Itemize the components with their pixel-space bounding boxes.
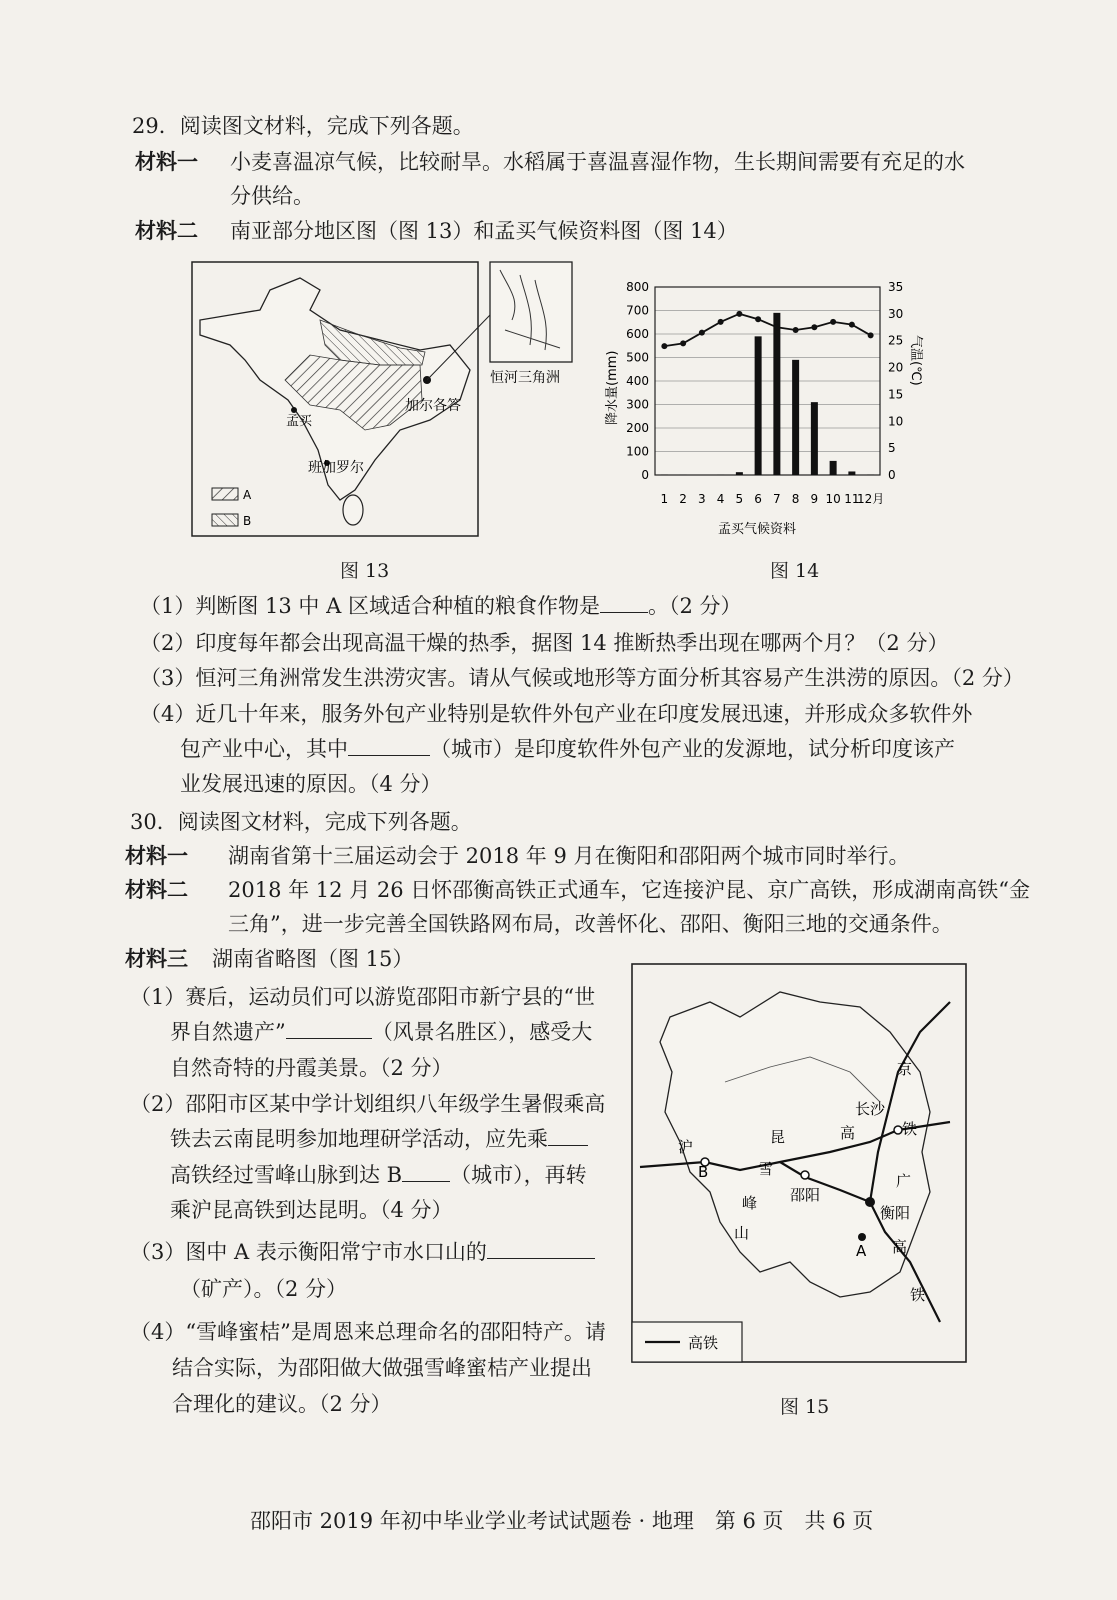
label-a: A bbox=[856, 1242, 867, 1260]
month-label: 3 bbox=[698, 492, 706, 506]
changsha-marker bbox=[894, 1126, 902, 1134]
right-tick-label: 30 bbox=[888, 306, 904, 321]
q29-sub2: （2）印度每年都会出现高温干燥的热季，据图 14 推断热季出现在哪两个月？（2 分） bbox=[140, 631, 949, 655]
mumbai-dot bbox=[291, 407, 297, 413]
legend-b-swatch bbox=[212, 514, 238, 526]
q29-material-1-text: 小麦喜温凉气候，比较耐旱。水稻属于喜温喜湿作物，生长期间需要有充足的水 bbox=[230, 150, 965, 174]
label-tie-1: 铁 bbox=[902, 1120, 918, 1138]
q29-sub3: （3）恒河三角洲常发生洪涝灾害。请从气候或地形等方面分析其容易产生洪涝的原因。（2 分） bbox=[140, 666, 1024, 690]
month-label: 9 bbox=[810, 492, 819, 506]
label-hu: 沪 bbox=[678, 1138, 694, 1156]
month-labels bbox=[661, 492, 885, 506]
temp-point bbox=[680, 340, 686, 346]
chart-gridlines bbox=[655, 287, 880, 475]
a-site-marker bbox=[858, 1233, 866, 1241]
month-label: 12月 bbox=[856, 492, 885, 506]
right-tick-label: 0 bbox=[888, 468, 896, 482]
hunan-map bbox=[630, 962, 970, 1392]
q30-sub3-blank[interactable] bbox=[487, 1238, 595, 1259]
q29-sub4-blank[interactable] bbox=[348, 735, 430, 756]
temperature-points bbox=[661, 311, 873, 349]
label-jing: 京 bbox=[897, 1060, 913, 1078]
label-feng: 峰 bbox=[742, 1194, 758, 1212]
month-label: 7 bbox=[773, 492, 781, 506]
right-axis-ticks bbox=[888, 280, 903, 482]
q29-material-1-text-cont: 分供给。 bbox=[230, 184, 314, 208]
hengyang-marker bbox=[865, 1197, 875, 1207]
q29-sub4-line1: （4）近几十年来，服务外包产业特别是软件外包产业在印度发展迅速，并形成众多软件外 bbox=[140, 702, 973, 726]
left-tick-label: 300 bbox=[626, 397, 649, 412]
q29-sub4-text: 包产业中心，其中 bbox=[180, 737, 348, 761]
label-shan: 山 bbox=[734, 1224, 750, 1242]
temp-point bbox=[661, 343, 667, 349]
temp-point bbox=[774, 324, 780, 330]
south-asia-map bbox=[190, 260, 580, 540]
q30-sub3-line2: （矿产）。（2 分） bbox=[180, 1277, 348, 1301]
q29-sub4-line2 bbox=[180, 735, 955, 763]
left-tick-label: 600 bbox=[626, 327, 649, 341]
month-label: 10 bbox=[825, 492, 841, 506]
label-tie-2: 铁 bbox=[910, 1286, 926, 1304]
q30-sub1-line2 bbox=[170, 1018, 592, 1046]
q30-sub1-blank[interactable] bbox=[286, 1018, 372, 1039]
precip-bar bbox=[755, 336, 762, 475]
q30-sub2-line3 bbox=[170, 1161, 587, 1189]
q29-material-2-label: 材料二 bbox=[135, 218, 198, 243]
ganges-delta-label: 恒河三角洲 bbox=[490, 370, 560, 386]
precip-bar bbox=[811, 402, 818, 475]
q29-sub4-text-cont: （城市）是印度软件外包产业的发源地，试分析印度该产 bbox=[430, 737, 955, 761]
mumbai-climate-chart bbox=[600, 275, 930, 545]
left-tick-label: 700 bbox=[626, 303, 649, 318]
label-guang: 广 bbox=[896, 1172, 912, 1190]
precip-bar bbox=[848, 471, 855, 475]
temperature-line bbox=[664, 314, 870, 346]
month-label: 5 bbox=[735, 492, 744, 506]
q30-sub2-line2 bbox=[170, 1125, 588, 1153]
right-tick-label: 35 bbox=[888, 280, 904, 294]
left-axis-label: 降水量(mm) bbox=[605, 350, 620, 425]
q30-sub2-line1: （2）邵阳市区某中学计划组织八年级学生暑假乘高 bbox=[130, 1092, 606, 1116]
q30-sub2-blank-1[interactable] bbox=[548, 1125, 588, 1146]
month-label: 1 bbox=[660, 492, 669, 506]
right-tick-label: 25 bbox=[888, 333, 904, 348]
q30-sub3-line1 bbox=[130, 1238, 595, 1266]
q29-sub1-blank[interactable] bbox=[600, 592, 648, 613]
left-tick-label: 400 bbox=[626, 374, 649, 388]
shaoyang-marker bbox=[801, 1171, 809, 1179]
q30-material-3-text: 湖南省略图（图 15） bbox=[212, 947, 414, 971]
temp-point bbox=[811, 324, 817, 330]
label-gao-1: 高 bbox=[840, 1124, 856, 1142]
q30-sub1-text-cont: （风景名胜区），感受大 bbox=[371, 1020, 593, 1044]
q30-sub2-text-b: 高铁经过雪峰山脉到达 B bbox=[170, 1163, 403, 1187]
left-tick-label: 100 bbox=[626, 444, 649, 459]
q30-material-2-label: 材料二 bbox=[125, 877, 188, 902]
legend-b-label: B bbox=[243, 514, 252, 528]
q30-sub4-line1: （4）“雪峰蜜桔”是周恩来总理命名的邵阳特产。请 bbox=[130, 1320, 606, 1344]
right-tick-label: 15 bbox=[888, 387, 904, 402]
precip-bar bbox=[792, 360, 799, 475]
q29-sub1 bbox=[140, 592, 742, 620]
q30-title: 30．阅读图文材料，完成下列各题。 bbox=[130, 810, 472, 834]
q30-material-3-label: 材料三 bbox=[125, 946, 188, 971]
fig14-caption: 图 14 bbox=[770, 560, 820, 582]
month-label: 8 bbox=[791, 492, 800, 506]
legend-railway-label: 高铁 bbox=[688, 1334, 719, 1352]
temp-point bbox=[793, 327, 799, 333]
month-label: 6 bbox=[754, 492, 762, 506]
legend-a-label: A bbox=[243, 488, 252, 502]
left-tick-label: 800 bbox=[626, 280, 649, 294]
sri-lanka bbox=[343, 495, 363, 525]
temp-point bbox=[830, 319, 836, 325]
q30-sub1-text: 界自然遗产” bbox=[170, 1020, 286, 1044]
page-footer: 邵阳市 2019 年初中毕业学业考试试题卷 · 地理 第 6 页 共 6 页 bbox=[250, 1509, 874, 1533]
q29-sub4-line3: 业发展迅速的原因。（4 分） bbox=[180, 772, 442, 796]
temp-point bbox=[849, 322, 855, 328]
label-changsha: 长沙 bbox=[855, 1100, 886, 1118]
q30-sub2-text-cont: （城市），再转 bbox=[450, 1163, 587, 1187]
left-tick-label: 0 bbox=[641, 468, 649, 482]
q30-sub1-line3: 自然奇特的丹霞美景。（2 分） bbox=[170, 1056, 453, 1080]
fig13-caption: 图 13 bbox=[340, 560, 390, 582]
temp-point bbox=[755, 316, 761, 322]
q30-sub1-line1: （1）赛后，运动员们可以游览邵阳市新宁县的“世 bbox=[130, 985, 596, 1009]
q30-sub4-line2: 结合实际，为邵阳做大做强雪峰蜜桔产业提出 bbox=[172, 1356, 592, 1380]
label-b: B bbox=[698, 1163, 709, 1181]
label-hengyang: 衡阳 bbox=[880, 1204, 911, 1222]
q30-sub2-line4: 乘沪昆高铁到达昆明。（4 分） bbox=[170, 1198, 453, 1222]
q29-sub1-text: （1）判断图 13 中 A 区域适合种植的粮食作物是 bbox=[140, 594, 600, 618]
q30-material-2-text-cont: 三角”，进一步完善全国铁路网布局，改善怀化、邵阳、衡阳三地的交通条件。 bbox=[228, 912, 953, 936]
chart-subtitle: 孟买气候资料 bbox=[718, 522, 797, 537]
q29-title: 29．阅读图文材料，完成下列各题。 bbox=[132, 114, 474, 138]
precip-bar bbox=[830, 461, 837, 475]
label-shaoyang: 邵阳 bbox=[790, 1186, 821, 1204]
left-tick-label: 500 bbox=[626, 350, 649, 365]
right-tick-label: 20 bbox=[888, 360, 904, 375]
q29-material-1-label: 材料一 bbox=[135, 149, 198, 174]
right-tick-label: 5 bbox=[888, 441, 896, 456]
label-xue: 雪 bbox=[758, 1160, 774, 1178]
temp-point bbox=[718, 319, 724, 325]
q30-material-2-text: 2018 年 12 月 26 日怀邵衡高铁正式通车，它连接沪昆、京广高铁，形成湖南高铁“金 bbox=[228, 878, 1030, 902]
label-gao-2: 高 bbox=[892, 1238, 908, 1256]
hunan-outline bbox=[660, 992, 930, 1297]
ganges-delta-inset bbox=[490, 262, 572, 362]
q30-sub2-text: 铁去云南昆明参加地理研学活动，应先乘 bbox=[170, 1127, 548, 1151]
q29-material-2-text: 南亚部分地区图（图 13）和孟买气候资料图（图 14） bbox=[230, 219, 738, 243]
month-label: 2 bbox=[679, 492, 687, 506]
mumbai-label: 孟买 bbox=[286, 414, 313, 429]
month-label: 4 bbox=[716, 492, 725, 506]
q30-material-1-label: 材料一 bbox=[125, 843, 188, 868]
month-label: 11 bbox=[844, 492, 860, 506]
label-kun: 昆 bbox=[770, 1128, 786, 1146]
temp-point bbox=[699, 330, 705, 336]
bangalore-label: 班加罗尔 bbox=[308, 460, 364, 476]
left-axis-ticks bbox=[626, 280, 649, 482]
q30-sub2-blank-2[interactable] bbox=[402, 1161, 450, 1182]
left-tick-label: 200 bbox=[626, 421, 649, 435]
kolkata-label: 加尔各答 bbox=[405, 398, 461, 414]
right-axis-label: 气温(℃) bbox=[908, 335, 923, 386]
q30-material-1-text: 湖南省第十三届运动会于 2018 年 9 月在衡阳和邵阳两个城市同时举行。 bbox=[228, 844, 910, 868]
fig15-caption: 图 15 bbox=[780, 1396, 830, 1418]
precip-bar bbox=[736, 472, 743, 475]
q30-sub4-line3: 合理化的建议。（2 分） bbox=[172, 1392, 392, 1416]
temp-point bbox=[868, 332, 874, 338]
right-tick-label: 10 bbox=[888, 414, 904, 429]
q30-sub3-text: （3）图中 A 表示衡阳常宁市水口山的 bbox=[130, 1240, 487, 1264]
temp-point bbox=[736, 311, 742, 317]
precip-bar bbox=[773, 313, 780, 475]
q29-sub1-score: 。（2 分） bbox=[647, 594, 742, 618]
legend-a-swatch bbox=[212, 488, 238, 500]
